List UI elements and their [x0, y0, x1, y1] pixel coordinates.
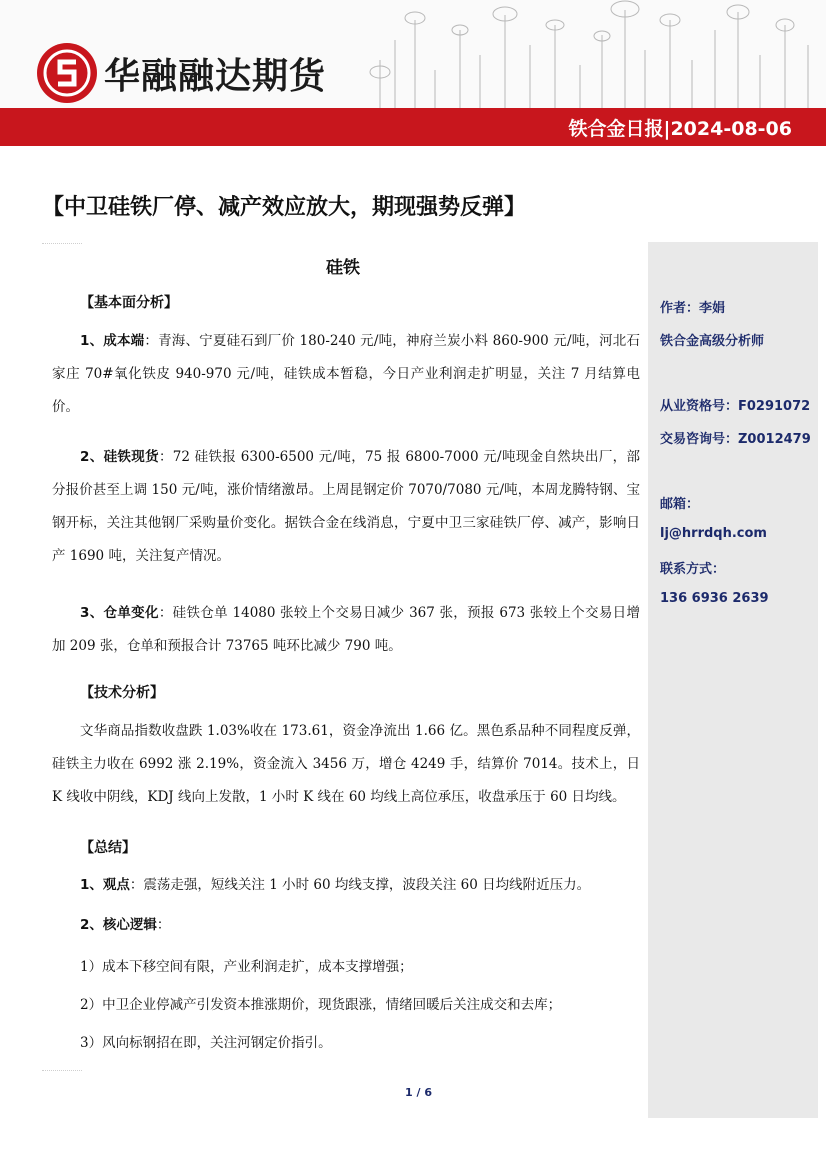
paragraph-technical: 文华商品指数收盘跌 1.03%收在 173.61，资金净流出 1.66 亿。黑色系品种不同程度反弹，硅铁主力收在 6992 涨 2.19%，资金流入 3456 万，增仓 4249 手，结算价 7014。技术上，日 K 线收中阴线，KDJ 线向上发散，1 小时 K 线在 60 均线上高位承压，收盘承压于 60 日均线。	[52, 723, 640, 805]
text-view: ：震荡走强，短线关注 1 小时 60 均线支撑，波段关注 60 日均线附近压力。	[129, 877, 591, 893]
paragraph-cost	[52, 325, 640, 424]
company-logo-icon	[36, 42, 98, 104]
text-warehouse: ：硅铁仓单 14080 张较上个交易日减少 367 张，预报 673 张较上个交易日增加 209 张，仓单和预报合计 73765 吨环比减少 790 吨。	[52, 605, 640, 654]
author-name: 作者：李娟	[660, 301, 726, 316]
label-warehouse: 3、仓单变化	[80, 605, 159, 621]
author-sidebar	[648, 242, 818, 1118]
section-title-summary: 【总结】	[80, 840, 136, 856]
corner-mark	[42, 1070, 82, 1072]
consult-number: 交易咨询号：Z0012479	[660, 432, 811, 447]
logic-colon: ：	[156, 917, 171, 933]
list-item: 1）成本下移空间有限，产业利润走扩，成本支撑增强；	[80, 959, 413, 975]
license-number: 从业资格号：F0291072	[660, 399, 811, 414]
paragraph-logic-heading	[52, 909, 640, 942]
report-title-date: 铁合金日报|2024-08-06	[568, 118, 792, 140]
decorative-pattern	[340, 0, 826, 112]
label-cost: 1、成本端	[80, 333, 145, 349]
list-item: 2）中卫企业停减产引发资本推涨期价，现货跟涨，情绪回暖后关注成交和去库；	[80, 997, 562, 1013]
paragraph-view	[52, 869, 640, 902]
company-name: 华融融达期货	[104, 56, 327, 97]
commodity-title: 硅铁	[326, 258, 360, 278]
phone-number: 136 6936 2639	[660, 591, 769, 606]
author-role: 铁合金高级分析师	[660, 334, 765, 349]
paragraph-warehouse	[52, 597, 640, 663]
section-title-fundamentals: 【基本面分析】	[80, 295, 178, 311]
label-view: 1、观点	[80, 877, 130, 893]
section-title-technical: 【技术分析】	[80, 685, 164, 701]
email-link[interactable]: lj@hrrdqh.com	[660, 526, 767, 541]
text-spot: ：72 硅铁报 6300-6500 元/吨，75 报 6800-7000 元/吨现金自然块出厂，部分报价甚至上调 150 元/吨，涨价情绪激昂。上周昆钢定价 7070/7080 元/吨，本周龙腾特钢、宝钢开标，关注其他钢厂采购量价变化。据铁合金在线消息，宁夏中卫三家硅铁厂停、减产，影响日产 1690 吨，关注复产情况。	[52, 449, 640, 564]
phone-label: 联系方式：	[660, 562, 726, 577]
paragraph-spot	[52, 441, 640, 573]
list-item: 3）风向标钢招在即，关注河钢定价指引。	[80, 1035, 332, 1051]
label-logic: 2、核心逻辑	[80, 917, 157, 933]
email-label: 邮箱：	[660, 497, 700, 512]
label-spot: 2、硅铁现货	[80, 449, 159, 465]
page-number: 1 / 6	[405, 1086, 432, 1099]
corner-mark	[42, 243, 82, 245]
report-headline: 【中卫硅铁厂停、减产效应放大，期现强势反弹】	[42, 195, 527, 220]
text-cost: ：青海、宁夏硅石到厂价 180-240 元/吨，神府兰炭小料 860-900 元/吨，河北石家庄 70#氧化铁皮 940-970 元/吨，硅铁成本暂稳，今日产业利润走扩明显，关注 7 月结算电价。	[52, 333, 640, 415]
